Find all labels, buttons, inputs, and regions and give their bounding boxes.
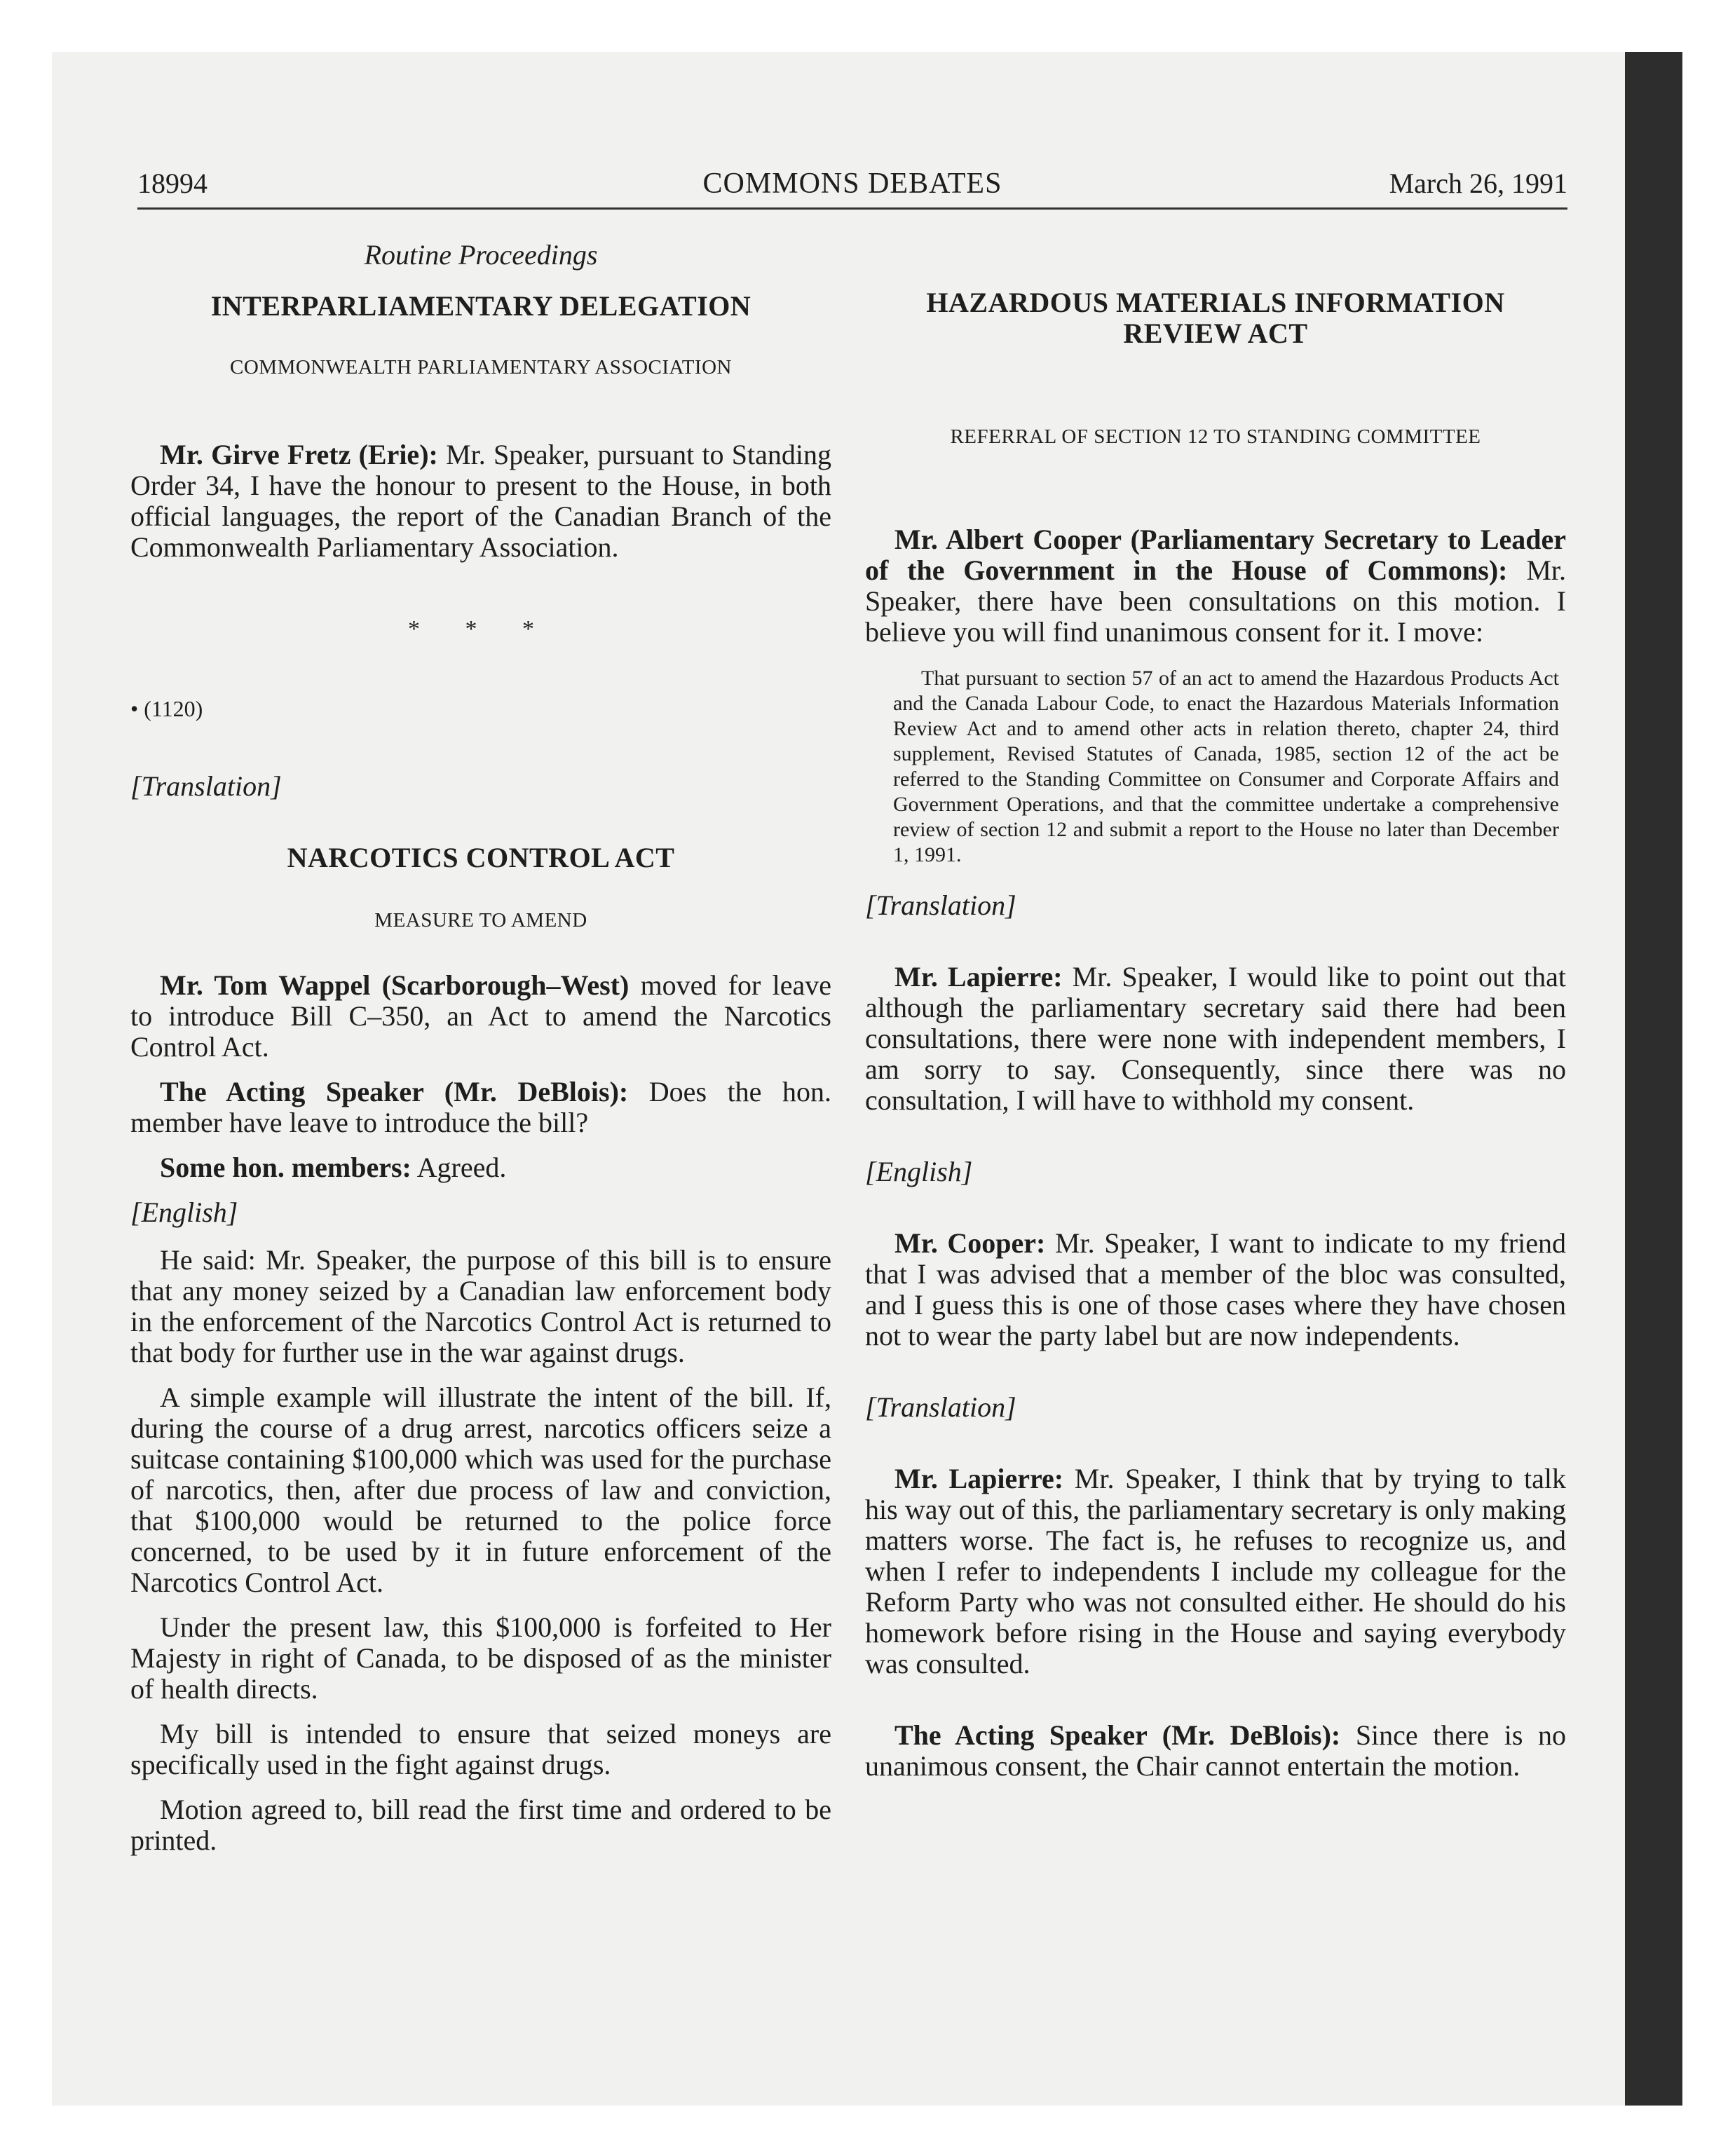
speaker-cooper-2: Mr. Cooper:: [894, 1227, 1046, 1259]
acting-speaker-question: [130, 1077, 831, 1138]
page-header: [137, 167, 1567, 209]
left-column: [130, 238, 831, 1870]
section-label: Routine Proceedings: [364, 239, 598, 271]
paragraph-bill-intent: My bill is intended to ensure that seized moneys are specifically used in the fight against drugs.: [130, 1718, 831, 1780]
binding-edge: [1625, 52, 1682, 2106]
motion-quote: That pursuant to section 57 of an act to amend the Hazardous Products Act and the Canada Labour Code, to enact the Hazardous Materials Information Review Act and to amend other acts in relation thereto, chapter 24, third supplement, Revised Statutes of Canada, 1985, section 12 of the act be referred to the Standing Committee on Consumer and Corporate Affairs and Government Operations, and that the committee undertake a comprehensive review of section 12 and submit a report to the House no later than December 1, 1991.: [893, 667, 1559, 866]
publication-title: COMMONS DEBATES: [702, 168, 1002, 200]
translation-note-2: [Translation]: [865, 889, 1016, 921]
page-number: 18994: [137, 168, 207, 199]
wappel-text: moved for leave to introduce Bill C–350, an Act to amend the Narcotics Control Act.: [130, 969, 831, 1063]
speaker-acting-deblois: The Acting Speaker (Mr. DeBlois):: [160, 1076, 629, 1107]
fretz-statement: [130, 439, 831, 563]
speaker-fretz: Mr. Girve Fretz (Erie):: [160, 439, 438, 470]
speaker-acting-deblois-2: The Acting Speaker (Mr. DeBlois):: [894, 1719, 1341, 1751]
heading-hazardous-materials: HAZARDOUS MATERIALS INFORMATION REVIEW ACT: [926, 287, 1505, 349]
subheading-commonwealth-association: COMMONWEALTH PARLIAMENTARY ASSOCIATION: [230, 356, 732, 378]
acting-question-text: Does the hon. member have leave to introduce the bill?: [130, 1076, 831, 1138]
acting-ruling-text: Since there is no unanimous consent, the Chair cannot entertain the motion.: [865, 1719, 1566, 1782]
fretz-text: Mr. Speaker, pursuant to Standing Order 34, I have the honour to present to the House, in both official languages, the report of the Canadian Branch of the Commonwealth Parliamentary Association.: [130, 439, 831, 563]
paragraph-present-law: Under the present law, this $100,000 is forfeited to Her Majesty in right of Canada, to be disposed of as the minister of health directs.: [130, 1611, 831, 1705]
right-column: [865, 287, 1566, 1796]
wappel-motion: [130, 970, 831, 1063]
lapierre-text-2: Mr. Speaker, I think that by trying to talk his way out of this, the parliamentary secretary is only making matters worse. The fact is, he refuses to recognize us, and when I refer to independents I include my colleague for the Reform Party who was not consulted either. He should do his homework before rising in the House and saying everybody was consulted.: [865, 1463, 1566, 1679]
lapierre-statement-1: [865, 962, 1566, 1116]
acting-speaker-ruling: [865, 1720, 1566, 1782]
english-note-1: [English]: [130, 1196, 238, 1228]
header-rule: [137, 207, 1567, 210]
cooper-motion: [865, 524, 1566, 648]
section-separator-stars: * * *: [408, 616, 554, 642]
translation-note-1: [Translation]: [130, 770, 282, 802]
heading-narcotics-control-act: NARCOTICS CONTROL ACT: [287, 842, 675, 873]
speaker-lapierre-1: Mr. Lapierre:: [894, 961, 1063, 992]
subheading-measure-to-amend: MEASURE TO AMEND: [374, 909, 587, 932]
speaker-albert-cooper: Mr. Albert Cooper (Parliamentary Secretary to Leader of the Government in the House of Commons):: [865, 524, 1566, 586]
speaker-some-members: Some hon. members:: [160, 1152, 411, 1183]
page-date: March 26, 1991: [1389, 168, 1567, 199]
paragraph-he-said: He said: Mr. Speaker, the purpose of this bill is to ensure that any money seized by a Canadian law enforcement body in the enforcement of the Narcotics Control Act is returned to that body for further use in the war against drugs.: [130, 1244, 831, 1368]
subheading-referral-section-12: REFERRAL OF SECTION 12 TO STANDING COMMITTEE: [950, 425, 1481, 448]
some-members-text: Agreed.: [411, 1152, 507, 1183]
speaker-wappel: Mr. Tom Wappel (Scarborough–West): [160, 969, 630, 1001]
lapierre-statement-2: [865, 1464, 1566, 1679]
some-members-reply: [130, 1152, 831, 1183]
cooper-text: Mr. Speaker, there have been consultations on this motion. I believe you will find unanimous consent for it. I move:: [865, 554, 1566, 648]
time-marker: • (1120): [130, 696, 203, 721]
lapierre-text-1: Mr. Speaker, I would like to point out that although the parliamentary secretary said there had been consultations, there were none with independent members, I am sorry to say. Consequently, since there was no consultation, I will have to withhold my consent.: [865, 961, 1566, 1116]
cooper-statement-2: [865, 1228, 1566, 1351]
speaker-lapierre-2: Mr. Lapierre:: [894, 1463, 1064, 1494]
translation-note-3: [Translation]: [865, 1391, 1016, 1423]
english-note-2: [English]: [865, 1156, 973, 1187]
heading-interparliamentary-delegation: INTERPARLIAMENTARY DELEGATION: [210, 290, 751, 322]
cooper-text-2: Mr. Speaker, I want to indicate to my friend that I was advised that a member of the bloc was consulted, and I guess this is one of those cases where they have chosen not to wear the party label but are now independents.: [865, 1227, 1566, 1351]
paragraph-motion-agreed: Motion agreed to, bill read the first time and ordered to be printed.: [130, 1794, 831, 1856]
paragraph-example: A simple example will illustrate the intent of the bill. If, during the course of a drug arrest, narcotics officers seize a suitcase containing $100,000 which was used for the purchase of narcotics, then, after due process of law and conviction, that $100,000 would be returned to the police force concerned, to be used by it in future enforcement of the Narcotics Control Act.: [130, 1381, 831, 1598]
